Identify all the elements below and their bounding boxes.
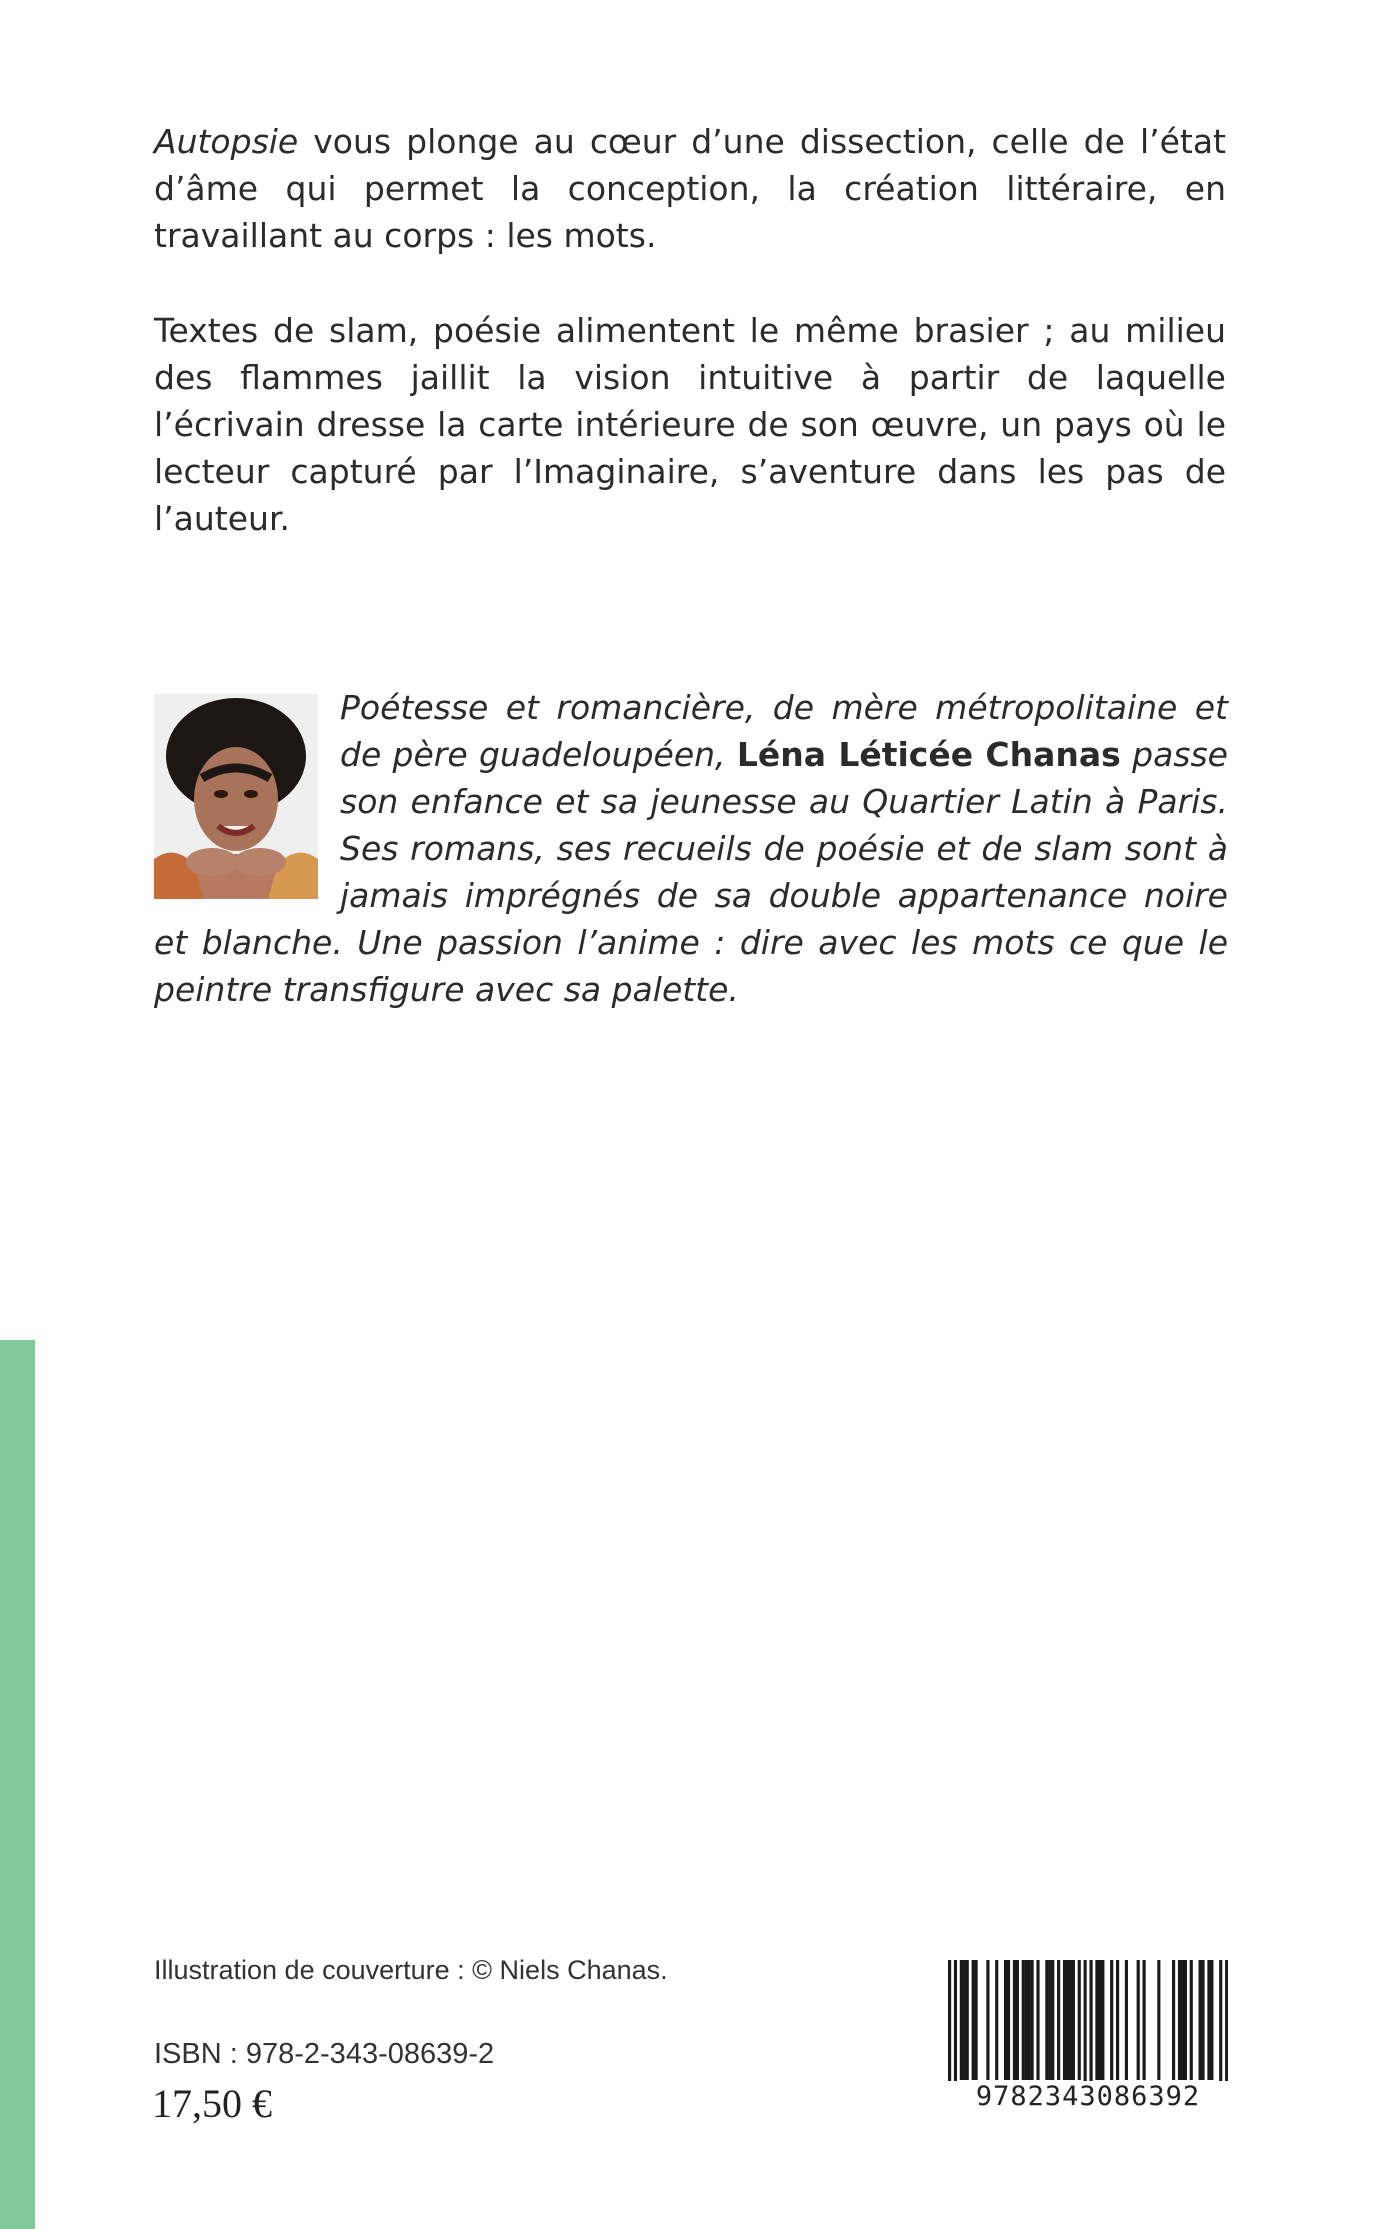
barcode-bar bbox=[1157, 1960, 1160, 2080]
barcode-bar bbox=[1184, 1960, 1187, 2080]
description-paragraph-2: Textes de slam, poésie alimentent le même brasier ; au milieu des flammes jaillit la vision intuitive à partir de laquelle l’écrivain dresse la carte intérieure de son œuvre, un pays où le lecteur capturé par l’Imaginaire, s’aventure dans les pas de l’auteur. bbox=[154, 311, 1226, 538]
barcode-bar bbox=[1101, 1960, 1104, 2080]
price: 17,50 € bbox=[152, 2081, 272, 2126]
barcode-bar bbox=[1078, 1960, 1081, 2080]
barcode-bar bbox=[972, 1960, 975, 2080]
barcode-bar bbox=[1199, 1960, 1202, 2080]
author-photo bbox=[154, 694, 318, 899]
barcode-bar bbox=[1045, 1960, 1048, 2080]
barcode-bar bbox=[966, 1960, 969, 2080]
isbn-barcode bbox=[948, 1960, 1228, 2114]
bio-text-after: passe son enfance et sa jeunesse au Quartier Latin à Paris. Ses romans, ses recueils de poésie et de slam sont à jamais imprégnés de sa double appartenance noire et blanche. Une passion l’anime : dire avec les mots ce que le peintre transfigure avec sa palette. bbox=[154, 735, 1228, 1009]
barcode-bar bbox=[995, 1960, 998, 2080]
barcode-bar bbox=[1137, 1960, 1140, 2080]
author-bio-block bbox=[154, 684, 1228, 1013]
book-title: Autopsie bbox=[154, 122, 299, 161]
barcode-bar bbox=[1178, 1960, 1181, 2080]
barcode-bar bbox=[1072, 1960, 1075, 2080]
description-text-1: vous plonge au cœur d’une dissection, celle de l’état d’âme qui permet la conception, la création littéraire, en travaillant au corps : les mots. bbox=[154, 122, 1226, 255]
barcode-digits: 9782343086392 bbox=[948, 2081, 1228, 2113]
barcode-bar bbox=[1095, 1960, 1098, 2080]
barcode-bar bbox=[1051, 1960, 1054, 2080]
barcode-bar bbox=[975, 1960, 978, 2080]
barcode-bar bbox=[1007, 1960, 1010, 2080]
illustration-credit: Illustration de couverture : © Niels Chanas. bbox=[154, 1955, 668, 1985]
barcode-bar bbox=[1025, 1960, 1028, 2080]
barcode-bar bbox=[1190, 1960, 1193, 2080]
barcode-bar bbox=[1069, 1960, 1072, 2080]
barcode-bar bbox=[1201, 1960, 1204, 2080]
barcode-bar bbox=[1022, 1960, 1025, 2080]
barcode-bar bbox=[1210, 1960, 1213, 2080]
barcode-bar bbox=[1110, 1960, 1113, 2080]
barcode-bar bbox=[1031, 1960, 1034, 2080]
description-paragraph-1 bbox=[154, 118, 1226, 259]
bio-text-before: Poétesse et romancière, de mère métropolitaine et de père guadeloupéen, bbox=[340, 688, 1228, 774]
barcode-bar bbox=[1063, 1960, 1066, 2080]
barcode-bar bbox=[1036, 1960, 1039, 2080]
barcode-bar bbox=[1181, 1960, 1184, 2080]
barcode-bar bbox=[1016, 1960, 1019, 2080]
barcode-bar bbox=[1004, 1960, 1007, 2080]
barcode-bar bbox=[1125, 1960, 1128, 2080]
barcode-bar bbox=[986, 1960, 989, 2080]
barcode-bar bbox=[1048, 1960, 1051, 2080]
barcode-bar bbox=[960, 1960, 963, 2080]
barcode-bar bbox=[1013, 1960, 1016, 2080]
barcode-bar bbox=[1172, 1960, 1175, 2080]
barcode-bar bbox=[1098, 1960, 1101, 2080]
barcode-bar bbox=[1143, 1960, 1146, 2080]
barcode-bar bbox=[1207, 1960, 1210, 2080]
barcode-bar bbox=[1028, 1960, 1031, 2080]
isbn-number: ISBN : 978-2-343-08639-2 bbox=[154, 2038, 495, 2070]
author-name: Léna Léticée Chanas bbox=[736, 735, 1121, 774]
barcode-bar bbox=[1116, 1960, 1119, 2080]
barcode-bar bbox=[963, 1960, 966, 2080]
barcode-bar bbox=[1066, 1960, 1069, 2080]
barcode-bar bbox=[1057, 1960, 1060, 2080]
green-side-strip bbox=[0, 1340, 35, 2229]
